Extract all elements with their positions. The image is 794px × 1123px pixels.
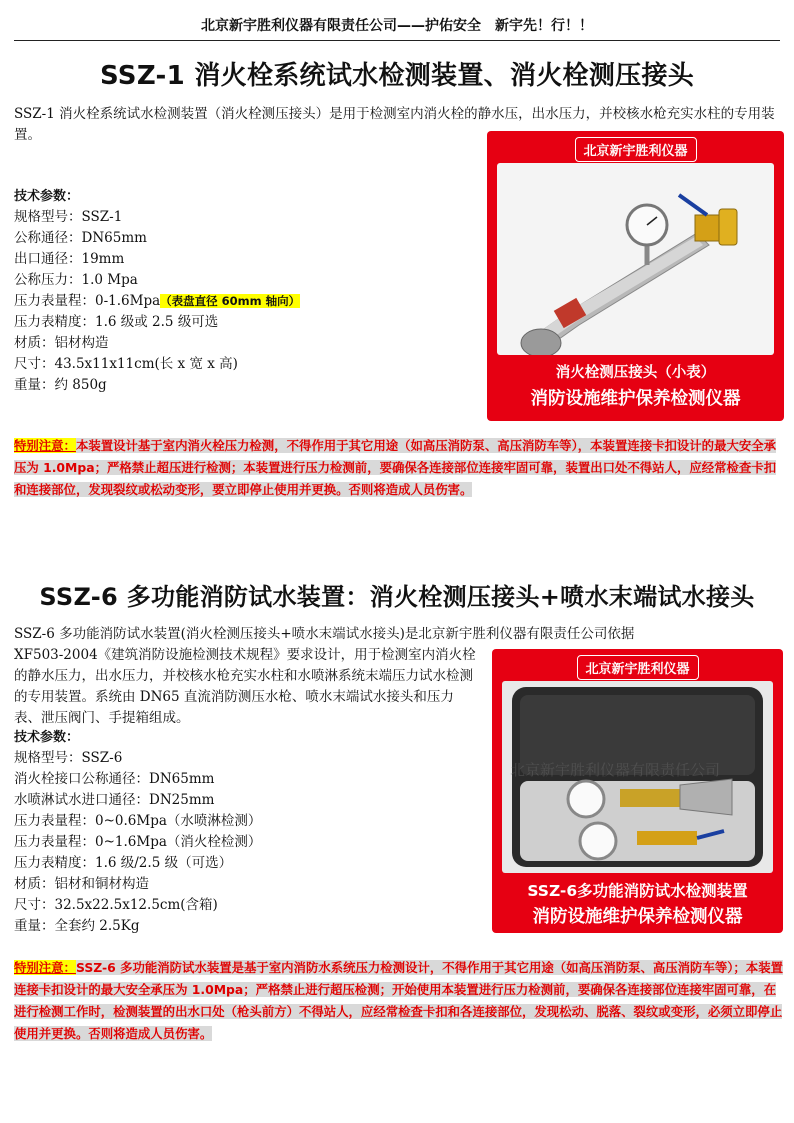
spec-line: 材质：铝材和铜材构造	[14, 876, 149, 892]
spec-line: 压力表量程：0~1.6Mpa（消火栓检测）	[14, 834, 262, 850]
spec-line: 公称通径：DN65mm	[14, 230, 147, 246]
photo-caption-line2: 消防设施维护保养检测仪器	[530, 389, 741, 409]
spec-line: 出口通径：19mm	[14, 251, 125, 267]
spec-line: 消火栓接口公称通径：DN65mm	[14, 771, 215, 787]
spec-line: 水喷淋试水进口通径：DN25mm	[14, 792, 215, 808]
spec-line: 重量：约 850g	[14, 377, 107, 393]
gauge-diameter-note: （表盘直径 60mm 轴向）	[160, 294, 301, 308]
spec-line: 压力表精度：1.6 级或 2.5 级可选	[14, 314, 219, 330]
product1-title: SSZ-1 消火栓系统试水检测装置、消火栓测压接头	[99, 61, 695, 91]
photo-brand-label: 北京新宇胜利仪器	[576, 655, 698, 680]
spec-line: 重量：全套约 2.5Kg	[14, 918, 140, 934]
product1-photo	[487, 131, 784, 421]
spec-line: 尺寸：32.5x22.5x12.5cm(含箱)	[14, 897, 218, 913]
test-kit-case-image	[502, 681, 773, 873]
spec-line: 规格型号：SSZ-6	[14, 750, 123, 766]
photo-caption-line1: SSZ-6多功能消防试水检测装置	[527, 882, 748, 900]
warning-text: SSZ-6 多功能消防试水装置是基于室内消防水系统压力检测设计，不得作用于其它用途（如高压消防泵、高压消防车等）；本装置连接卡扣设计的最大安全承压为 1.0Mpa；严格禁止进行超压检测；开始使用本装置进行压力检测前，要确保各连接部位连接牢固可靠，在进行检测工作时，检测装置的出水口处（枪头前方）不得站人，应经常检查卡扣和各连接部位，发现松动、脱落、裂纹或变形，必须立即停止使用并更换。否则将造成人员伤害。	[14, 960, 783, 1041]
product1-intro: SSZ-1 消火栓系统试水检测装置（消火栓测压接头）是用于检测室内消火栓的静水压，出水压力，并校核水枪充实水柱的专用装置。	[14, 106, 775, 143]
photo-watermark: 北京新宇胜利仪器有限责任公司	[510, 761, 721, 779]
spec-line: 压力表精度：1.6 级/2.5 级（可选）	[14, 855, 233, 871]
photo-caption-line1: 消火栓测压接头（小表）	[555, 365, 716, 381]
page-header: 北京新宇胜利仪器有限责任公司——护佑安全 新宇先！行！！	[14, 12, 780, 41]
product1-warning	[14, 435, 786, 501]
product2-intro-rest: XF503-2004《建筑消防设施检测技术规程》要求设计，用于检测室内消火栓的静水压力，出水压力，并校核水枪充实水柱和水喷淋系统末端压力试水检测的专用装置。系统由 DN65 直流消防测压水枪、喷水末端试水接头和压力表、泄压阀门、手提箱组成。	[14, 647, 476, 726]
product2-title: SSZ-6 多功能消防试水装置：消火栓测压接头+喷水末端试水接头	[39, 583, 755, 611]
specs-heading: 技术参数：	[14, 189, 80, 204]
product2-specs	[14, 727, 261, 937]
photo-caption-line2: 消防设施维护保养检测仪器	[532, 907, 743, 927]
pressure-coupling-image	[497, 163, 774, 355]
warning-label: 特别注意：	[14, 960, 76, 975]
product1-specs	[14, 186, 300, 396]
spec-line: 公称压力：1.0 Mpa	[14, 272, 138, 288]
product2-warning	[14, 957, 786, 1045]
spec-line: 尺寸：43.5x11x11cm(长 x 宽 x 高)	[14, 356, 238, 372]
spec-line: 压力表量程：0-1.6Mpa	[14, 293, 161, 309]
product2-intro-line1: SSZ-6 多功能消防试水装置(消火栓测压接头+喷水末端试水接头)是北京新宇胜利仪器有限责任公司依据	[14, 626, 635, 642]
warning-label: 特别注意：	[14, 438, 76, 453]
spec-line: 压力表量程：0~0.6Mpa（水喷淋检测）	[14, 813, 262, 829]
warning-text: 本装置设计基于室内消火栓压力检测，不得作用于其它用途（如高压消防泵、高压消防车等），本装置连接卡扣设计的最大安全承压为 1.0Mpa；严格禁止超压进行检测；本装置进行压力检测前，要确保各连接部位连接牢固可靠，装置出口处不得站人，应经常检查卡扣和连接部位，发现裂纹或松动变形，要立即停止使用并更换。否则将造成人员伤害。	[14, 438, 777, 497]
spec-line: 规格型号：SSZ-1	[14, 209, 123, 225]
spec-line-gauge	[14, 291, 300, 312]
spec-line: 材质：铝材构造	[14, 335, 109, 351]
specs-heading: 技术参数：	[14, 730, 80, 745]
photo-brand-label: 北京新宇胜利仪器	[574, 137, 696, 162]
product2-photo	[492, 649, 783, 933]
